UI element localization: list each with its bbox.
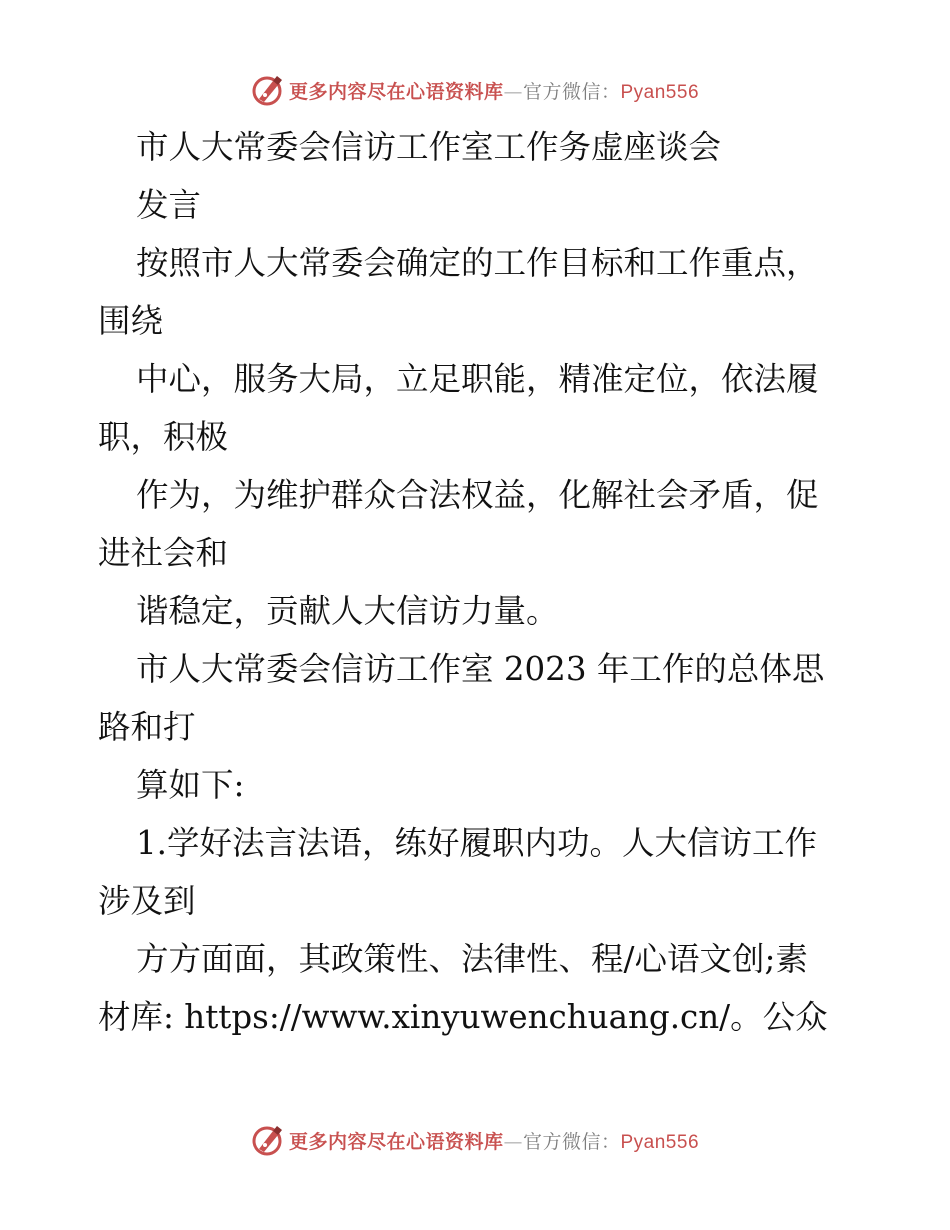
paragraph-line: 按照市人大常委会确定的工作目标和工作重点，: [136, 244, 819, 282]
document-title-line-1: 市人大常委会信访工作室工作务虚座谈会: [136, 128, 722, 166]
paragraph-line: 路和打: [98, 708, 196, 746]
paragraph-line: 涉及到: [98, 882, 196, 920]
paragraph-line: 中心，服务大局，立足职能，精准定位，依法履: [136, 360, 819, 398]
banner-main-text: 更多内容尽在心语资料库: [288, 80, 504, 103]
banner-wechat-id: Pyan556: [620, 81, 700, 103]
paragraph-line: 作为，为维护群众合法权益，化解社会矛盾，促: [136, 476, 819, 514]
banner-wechat-label: 官方微信：: [522, 80, 621, 103]
paragraph-line: 市人大常委会信访工作室 2023 年工作的总体思: [136, 650, 825, 688]
banner-wechat-label: 官方微信：: [522, 1130, 621, 1153]
header-banner-text: [289, 77, 699, 104]
header-watermark-banner: [0, 70, 950, 110]
banner-main-text: 更多内容尽在心语资料库: [288, 1130, 504, 1153]
pen-logo-icon: [251, 73, 285, 107]
banner-dash: —: [503, 80, 523, 103]
banner-dash: —: [503, 1130, 523, 1153]
paragraph-line-url: 材库: https://www.xinyuwenchuang.cn/。公众: [98, 998, 828, 1036]
pen-logo-icon: [251, 1123, 285, 1157]
document-body: [98, 118, 898, 1046]
footer-banner-text: [289, 1127, 699, 1154]
footer-watermark-banner: [0, 1120, 950, 1160]
document-title-line-2: 发言: [136, 186, 202, 224]
paragraph-line: 进社会和: [98, 534, 229, 572]
paragraph-line: 1.学好法言法语，练好履职内功。人大信访工作: [136, 824, 818, 862]
paragraph-line: 职，积极: [98, 418, 229, 456]
paragraph-line: 谐稳定，贡献人大信访力量。: [136, 592, 559, 630]
paragraph-line: 方方面面，其政策性、法律性、程/心语文创;素: [136, 940, 808, 978]
paragraph-line: 算如下:: [136, 766, 245, 804]
paragraph-line: 围绕: [98, 302, 164, 340]
banner-wechat-id: Pyan556: [620, 1131, 700, 1153]
